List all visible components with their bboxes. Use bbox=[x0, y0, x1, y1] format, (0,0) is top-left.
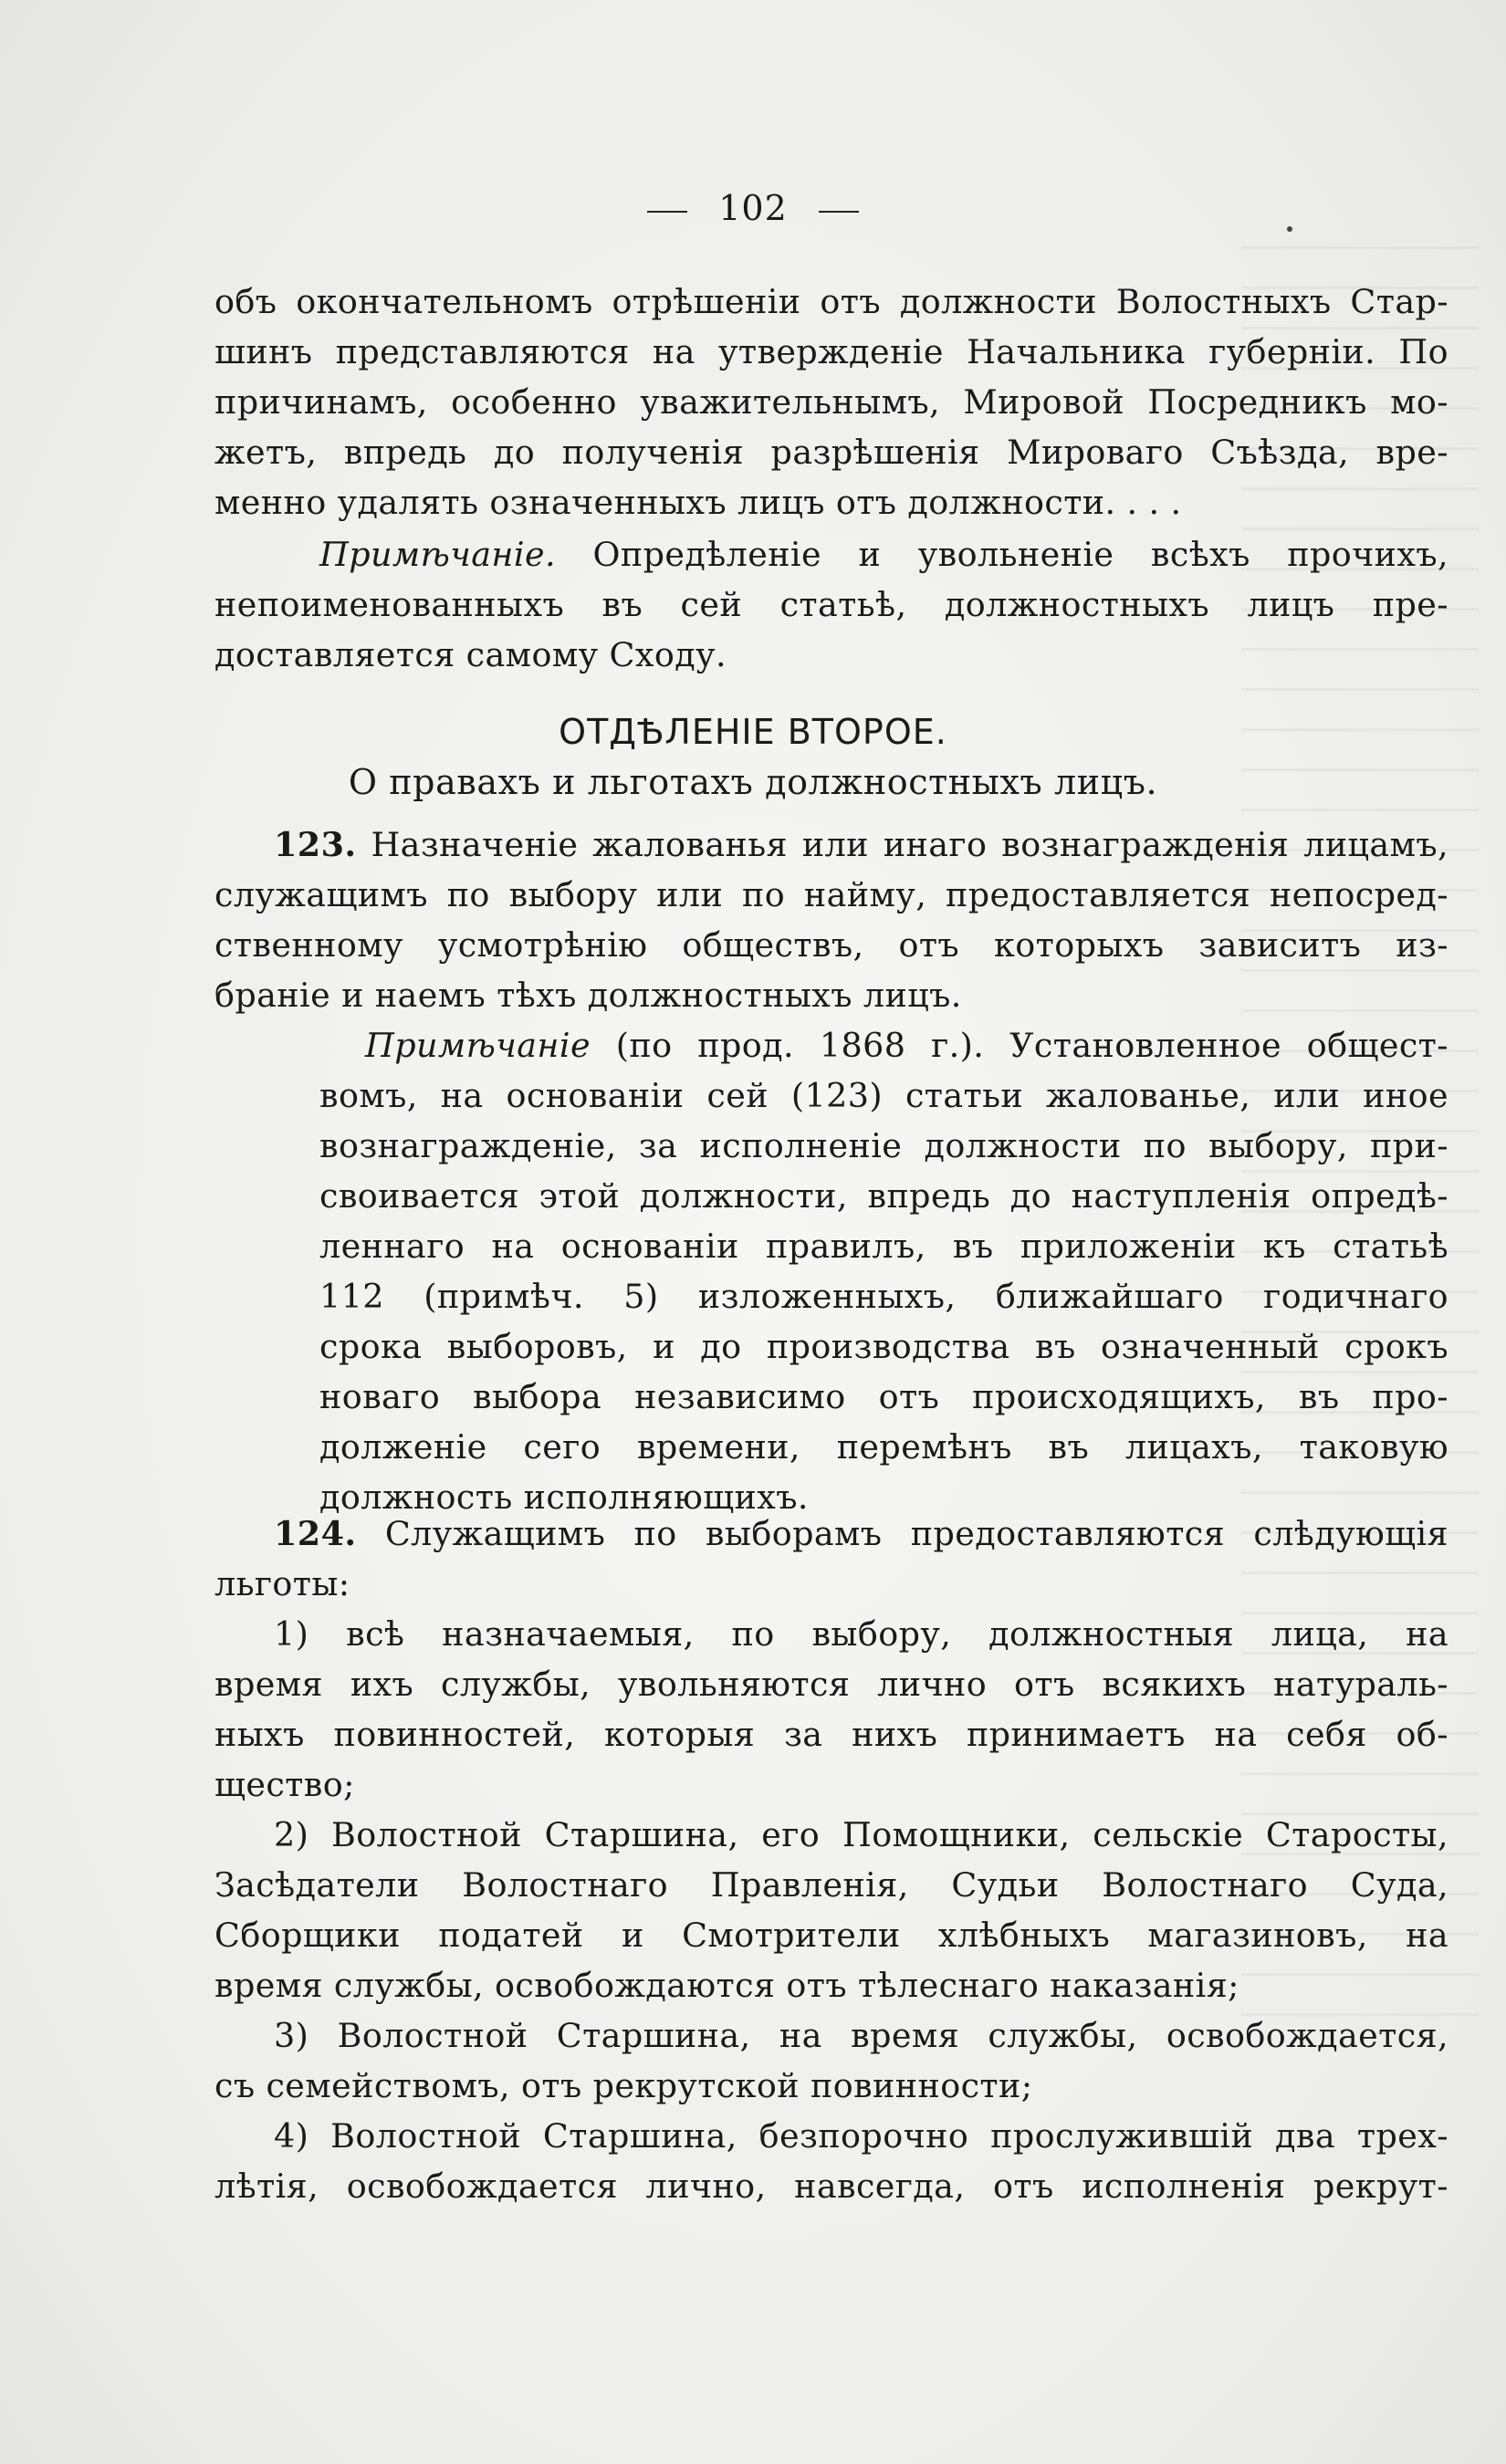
note-label: Примѣчаніе bbox=[365, 1026, 591, 1065]
article-first-line bbox=[274, 1510, 1448, 1558]
list-item-first-line: 2) Волостной Старшина, его Помощники, сельскіе Старосты, bbox=[274, 1815, 1448, 1854]
text-line: служащимъ по выбору или по найму, предоставляется непосред- bbox=[214, 875, 1448, 914]
text-line: съ семействомъ, отъ рекрутской повинности; bbox=[214, 2066, 1033, 2105]
text-line: новаго выбора независимо отъ происходящихъ, въ про- bbox=[319, 1377, 1448, 1416]
text-line: леннаго на основаніи правилъ, въ приложеніи къ статьѣ bbox=[319, 1227, 1448, 1266]
text-line: Сборщики податей и Смотрители хлѣбныхъ магазиновъ, на bbox=[214, 1916, 1448, 1955]
note-first-line bbox=[365, 1022, 1448, 1070]
text-line: своивается этой должности, впредь до наступленія опредѣ- bbox=[319, 1176, 1448, 1216]
text-line: долженіе сего времени, перемѣнъ въ лицахъ, таковую bbox=[319, 1427, 1448, 1467]
page-number-value: 102 bbox=[718, 188, 788, 228]
text-line: шинъ представляются на утвержденіе Начальника губерніи. По bbox=[214, 332, 1448, 371]
text-line: 112 (примѣч. 5) изложенныхъ, ближайшаго годичнаго bbox=[319, 1277, 1448, 1316]
note-text: Опредѣленіе и увольненіе всѣхъ прочихъ, bbox=[592, 535, 1448, 574]
text-line: ственному усмотрѣнію обществъ, отъ которыхъ зависитъ из- bbox=[214, 925, 1448, 965]
text-line: Засѣдатели Волостнаго Правленія, Судьи Волостнаго Суда, bbox=[214, 1865, 1448, 1905]
text-line: лѣтія, освобождается лично, навсегда, отъ исполненія рекрут- bbox=[214, 2166, 1448, 2206]
article-first-line bbox=[274, 821, 1448, 869]
text-line: объ окончательномъ отрѣшеніи отъ должности Волостныхъ Стар- bbox=[214, 282, 1448, 321]
text-line: ныхъ повинностей, которыя за нихъ принимаетъ на себя об- bbox=[214, 1715, 1448, 1754]
text-line: время службы, освобождаются отъ тѣлеснаго наказанія; bbox=[214, 1966, 1239, 2005]
text-line: должность исполняющихъ. bbox=[319, 1477, 809, 1517]
section-subtitle: О правахъ и льготахъ должностныхъ лицъ. bbox=[348, 762, 1158, 802]
page-number bbox=[0, 188, 1506, 228]
article-text: Служащимъ по выборамъ предоставляются слѣдующія bbox=[384, 1514, 1448, 1553]
page-number-dash-left bbox=[647, 211, 687, 213]
text-line: льготы: bbox=[214, 1564, 350, 1603]
text-line: причинамъ, особенно уважительнымъ, Мировой Посредникъ мо- bbox=[214, 382, 1448, 422]
text-line: вомъ, на основаніи сей (123) статьи жалованье, или иное bbox=[319, 1076, 1448, 1115]
list-item-first-line: 3) Волостной Старшина, на время службы, освобождается, bbox=[274, 2016, 1448, 2055]
note-text: (по прод. 1868 г.). Установленное общест- bbox=[615, 1026, 1448, 1065]
text-line: вознагражденіе, за исполненіе должности по выбору, при- bbox=[319, 1126, 1448, 1165]
page-number-dash-right bbox=[819, 211, 859, 213]
article-number: 124. bbox=[274, 1514, 357, 1553]
list-item-first-line: 1) всѣ назначаемыя, по выбору, должностныя лица, на bbox=[274, 1614, 1448, 1654]
text-line: доставляется самому Сходу. bbox=[214, 635, 727, 674]
text-line: щество; bbox=[214, 1765, 355, 1804]
text-line: браніе и наемъ тѣхъ должностныхъ лицъ. bbox=[214, 976, 962, 1015]
article-text: Назначеніе жалованья или инаго вознагражденія лицамъ, bbox=[371, 825, 1448, 864]
text-line: срока выборовъ, и до производства въ означенный срокъ bbox=[319, 1327, 1448, 1366]
section-title: ОТДѢЛЕНІЕ ВТОРОЕ. bbox=[559, 712, 947, 752]
list-item-first-line: 4) Волостной Старшина, безпорочно прослужившій два трех- bbox=[274, 2116, 1448, 2156]
text-line: время ихъ службы, увольняются лично отъ всякихъ натураль- bbox=[214, 1665, 1448, 1704]
note-label: Примѣчаніе. bbox=[319, 535, 556, 574]
note-first-line bbox=[319, 531, 1448, 579]
text-line: непоименованныхъ въ сей статьѣ, должностныхъ лицъ пре- bbox=[214, 585, 1448, 624]
text-line: менно удалять означенныхъ лицъ отъ должности. . . . bbox=[214, 483, 1182, 522]
article-number: 123. bbox=[274, 825, 357, 864]
text-line: жетъ, впредь до полученія разрѣшенія Мироваго Съѣзда, вре- bbox=[214, 433, 1448, 472]
